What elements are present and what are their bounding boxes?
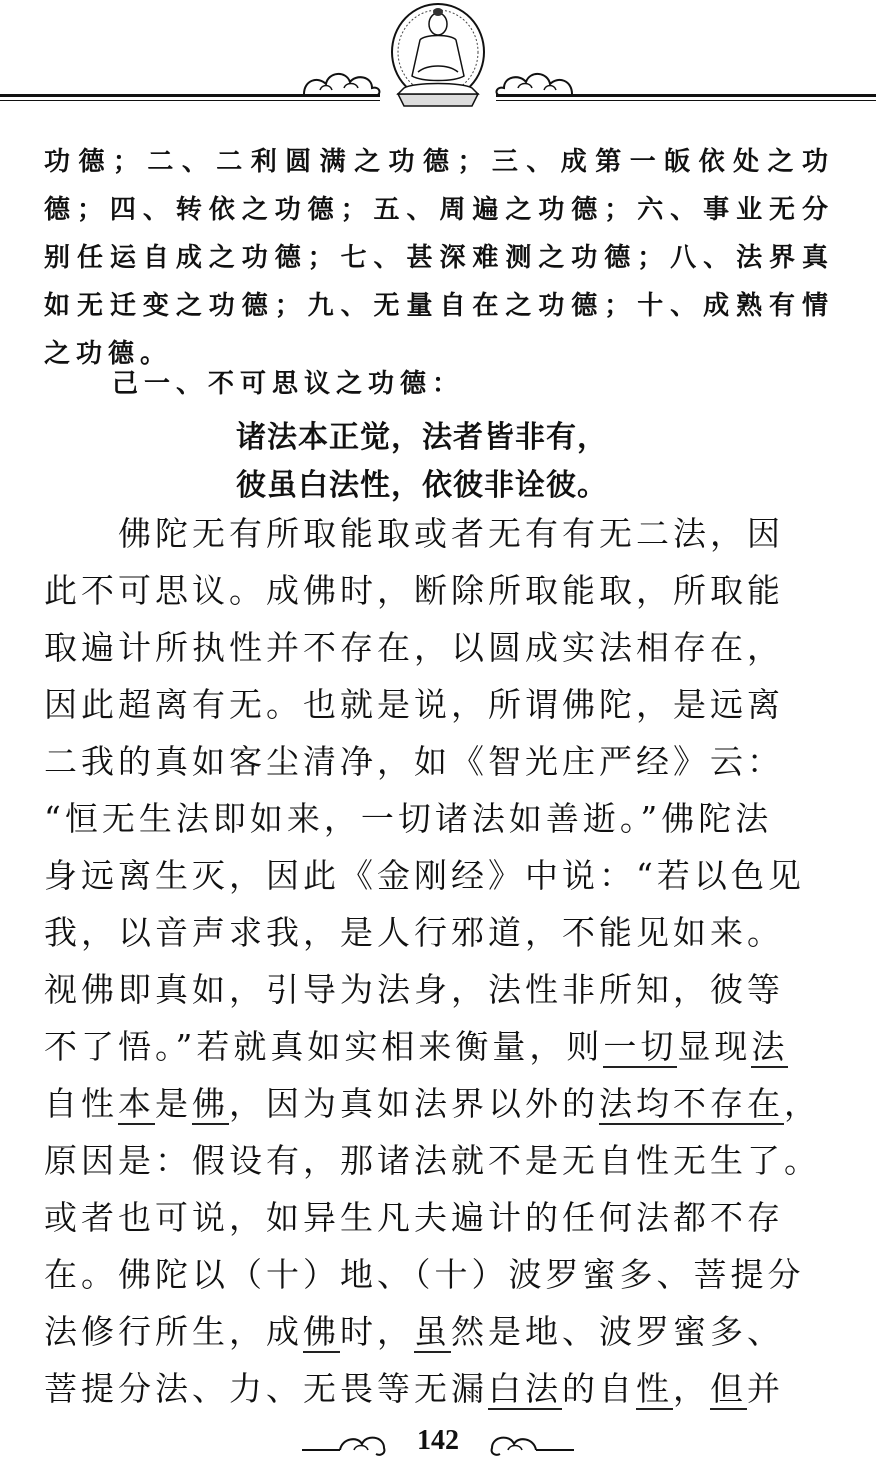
body-line bbox=[44, 1133, 834, 1189]
text-segment: 二我的真如客尘清净，如《智光庄严经》云： bbox=[44, 742, 784, 781]
text-segment: 显现 bbox=[677, 1027, 752, 1066]
underlined-text: 性 bbox=[636, 1369, 673, 1408]
text-segment: 时， bbox=[340, 1312, 414, 1351]
text-segment: 并 bbox=[747, 1369, 784, 1408]
text-segment: 法修行所生，成 bbox=[44, 1312, 303, 1351]
text-segment: ， bbox=[784, 1084, 821, 1123]
body-line bbox=[44, 563, 834, 619]
header-rule-right-thin bbox=[496, 100, 876, 101]
text-segment: 的自 bbox=[562, 1369, 636, 1408]
footer-cloud-left-icon bbox=[300, 1426, 390, 1460]
body-line bbox=[44, 1190, 834, 1246]
body-line bbox=[44, 677, 834, 733]
cloud-ornament-right-icon bbox=[492, 66, 576, 100]
buddha-figure-icon bbox=[384, 2, 492, 112]
text-segment: 身远离生灭，因此《金刚经》中说：“若以色见 bbox=[44, 856, 805, 895]
text-segment: 是 bbox=[155, 1084, 192, 1123]
body-line bbox=[44, 1076, 834, 1132]
text-segment: 或者也可说，如异生凡夫遍计的任何法都不存 bbox=[44, 1198, 784, 1237]
page-header bbox=[0, 0, 876, 120]
body-line bbox=[44, 791, 834, 847]
underlined-text: 一切 bbox=[603, 1027, 678, 1066]
text-segment: 原因是：假设有，那诸法就不是无自性无生了。 bbox=[44, 1141, 821, 1180]
text-segment: ， bbox=[673, 1369, 710, 1408]
underlined-text: 但 bbox=[710, 1369, 747, 1408]
body-line bbox=[44, 620, 834, 676]
body-line bbox=[44, 962, 834, 1018]
text-segment: 我，以音声求我，是人行邪道，不能见如来。 bbox=[44, 913, 784, 952]
text-segment: 在。佛陀以（十）地、（十）波罗蜜多、菩提分 bbox=[44, 1255, 805, 1294]
body-line bbox=[44, 734, 834, 790]
header-rule-left-thin bbox=[0, 100, 380, 101]
underlined-text: 本 bbox=[118, 1084, 155, 1123]
text-segment: 因此超离有无。也就是说，所谓佛陀，是远离 bbox=[44, 685, 784, 724]
verse-line-1: 诸法本正觉，法者皆非有， bbox=[236, 420, 608, 455]
body-line bbox=[44, 1247, 834, 1303]
cloud-ornament-left-icon bbox=[300, 66, 384, 100]
text-segment: 此不可思议。成佛时，断除所取能取，所取能 bbox=[44, 571, 784, 610]
underlined-text: 法 bbox=[751, 1027, 789, 1066]
underlined-text: 白法 bbox=[488, 1369, 562, 1408]
underlined-text: 佛 bbox=[303, 1312, 340, 1351]
body-line bbox=[44, 1304, 834, 1360]
body-line bbox=[44, 1361, 834, 1417]
page-number: 142 bbox=[417, 1425, 459, 1456]
footer-cloud-right-icon bbox=[486, 1426, 576, 1460]
text-segment: 取遍计所执性并不存在，以圆成实法相存在， bbox=[44, 628, 784, 667]
text-segment: 自性 bbox=[44, 1084, 118, 1123]
body-line bbox=[44, 1019, 834, 1075]
section-subheading: 己一、不可思议之功德： bbox=[112, 369, 465, 399]
text-segment: “恒无生法即如来，一切诸法如善逝。”佛陀法 bbox=[44, 799, 773, 838]
text-segment: 菩提分法、力、无畏等无漏 bbox=[44, 1369, 488, 1408]
text-segment: 不了悟。”若就真如实相来衡量，则 bbox=[44, 1027, 604, 1066]
body-line bbox=[44, 848, 834, 904]
underlined-text: 虽 bbox=[414, 1312, 451, 1351]
section-outline-paragraph: 功德；二、二利圆满之功德；三、成第一皈依处之功德；四、转依之功德；五、周遍之功德；六、事业无分别任运自成之功德；七、甚深难测之功德；八、法界真如无迁变之功德；九、无量自在之功德；十、成熟有情之功德。 bbox=[44, 147, 834, 369]
text-segment: 佛陀无有所取能取或者无有有无二法，因 bbox=[118, 514, 784, 553]
underlined-text: 佛 bbox=[192, 1084, 229, 1123]
body-line bbox=[118, 506, 834, 562]
verse-line-2: 彼虽白法性，依彼非诠彼。 bbox=[236, 468, 608, 503]
text-segment: 然是地、波罗蜜多、 bbox=[451, 1312, 784, 1351]
body-line bbox=[44, 905, 834, 961]
text-segment: 视佛即真如，引导为法身，法性非所知，彼等 bbox=[44, 970, 784, 1009]
text-segment: ，因为真如法界以外的 bbox=[229, 1084, 599, 1123]
underlined-text: 法均不存在 bbox=[599, 1084, 784, 1123]
